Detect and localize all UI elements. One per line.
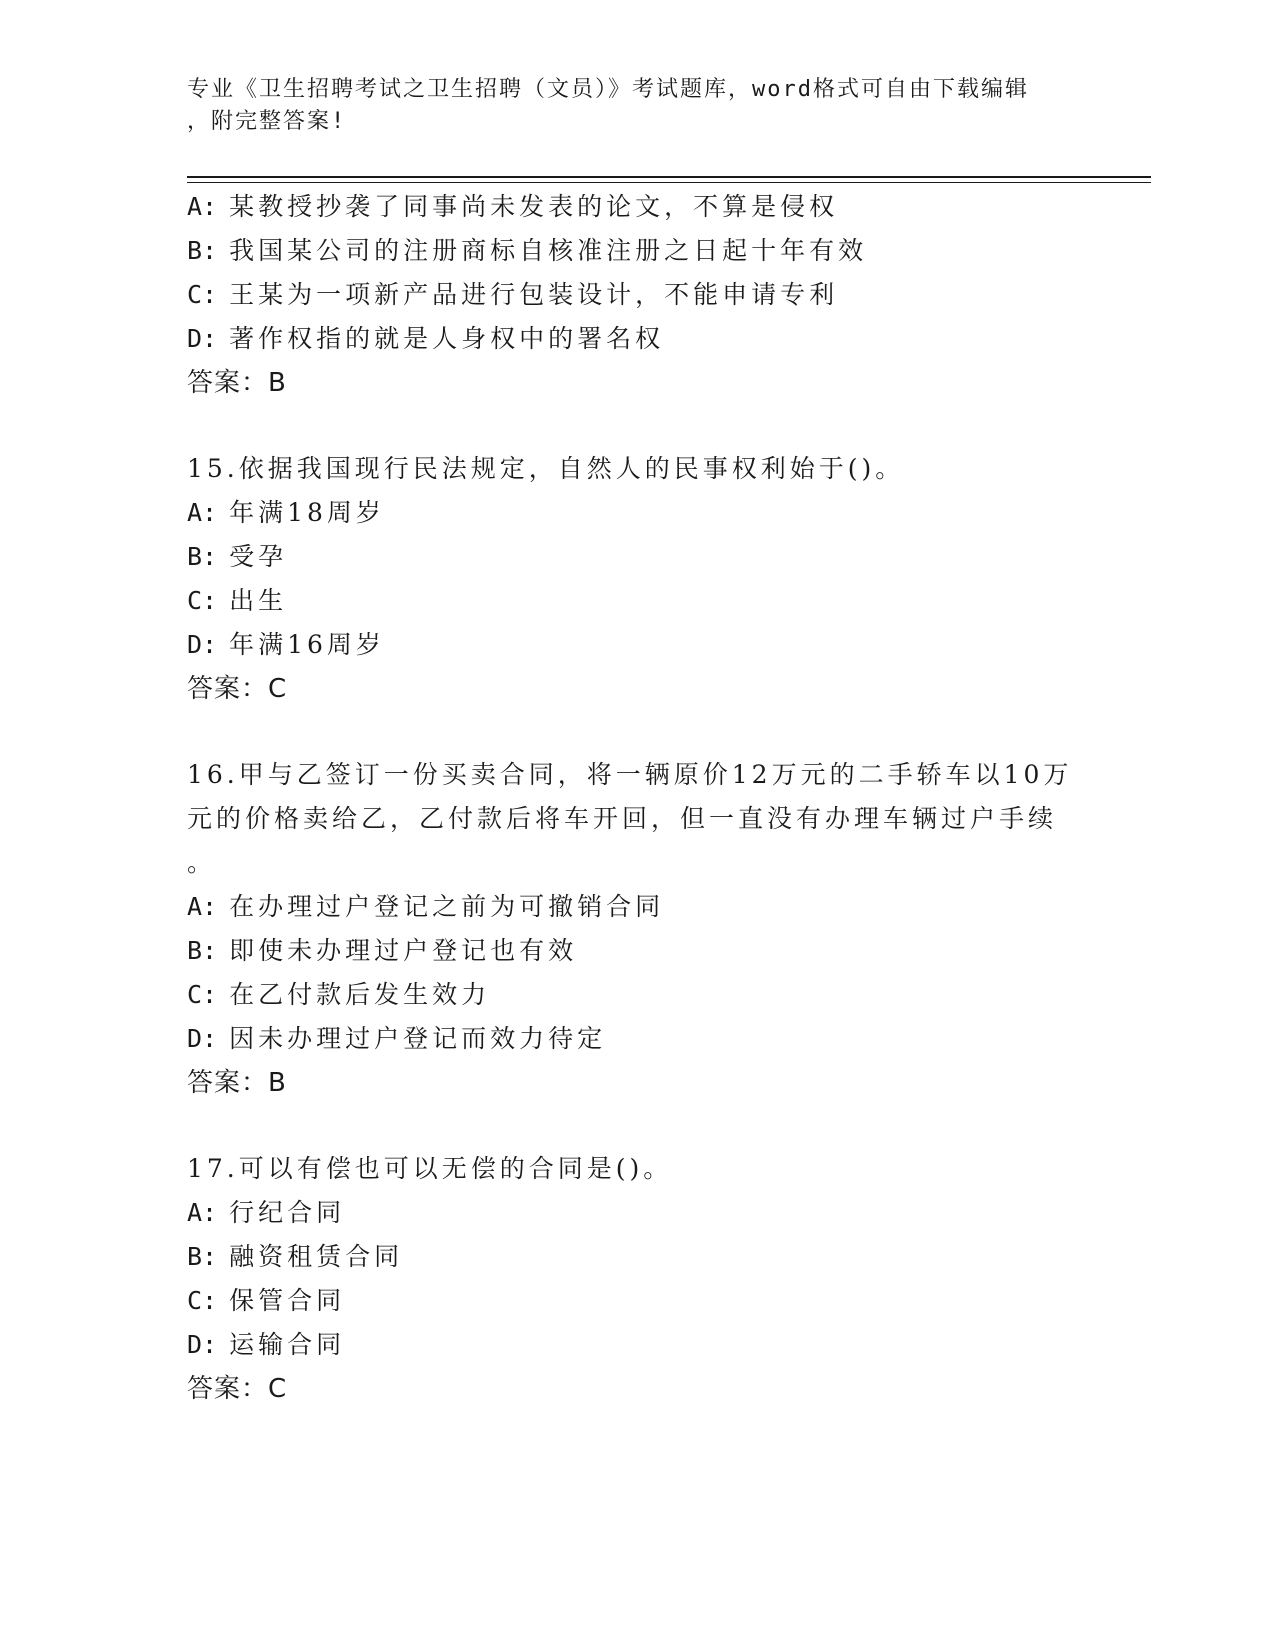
q17-answer: 答案：C [187,1374,288,1404]
q15-option-a: A: 年满18周岁 [187,498,385,527]
q15-option-d: D: 年满16周岁 [187,630,385,659]
q14-option-b: B: 我国某公司的注册商标自核准注册之日起十年有效 [187,236,868,265]
q16-option-c: C: 在乙付款后发生效力 [187,980,491,1009]
q14-answer: 答案：B [187,368,287,398]
q15-option-c: C: 出生 [187,586,288,615]
q16-option-a: A: 在办理过户登记之前为可撤销合同 [187,892,665,921]
q16-option-d: D: 因未办理过户登记而效力待定 [187,1024,607,1053]
q17-option-b: B: 融资租赁合同 [187,1242,404,1271]
q14-option-d: D: 著作权指的就是人身权中的署名权 [187,324,665,353]
q17-stem: 17.可以有偿也可以无偿的合同是()。 [187,1154,673,1183]
q16-option-b: B: 即使未办理过户登记也有效 [187,936,578,965]
q15-option-b: B: 受孕 [187,542,288,571]
q14-option-c: C: 王某为一项新产品进行包装设计，不能申请专利 [187,280,839,309]
q15-stem: 15.依据我国现行民法规定，自然人的民事权利始于()。 [187,454,905,483]
q17-option-c: C: 保管合同 [187,1286,346,1315]
q17-option-d: D: 运输合同 [187,1330,346,1359]
header-rule-thin [187,182,1151,183]
document-header [187,74,1067,138]
q17-option-a: A: 行纪合同 [187,1198,346,1227]
header-rule-thick [187,176,1151,178]
q15-answer: 答案：C [187,674,288,704]
q16-stem-line-1: 16.甲与乙签订一份买卖合同，将一辆原价12万元的二手轿车以10万 [187,760,1073,789]
q16-answer: 答案：B [187,1068,287,1098]
header-line-1: 专业《卫生招聘考试之卫生招聘（文员）》考试题库，word格式可自由下载编辑 [187,77,1029,102]
q16-stem-line-3: 。 [187,848,217,877]
header-line-2: ，附完整答案! [187,109,347,134]
q14-option-a: A: 某教授抄袭了同事尚未发表的论文，不算是侵权 [187,192,839,221]
q16-stem-line-2: 元的价格卖给乙，乙付款后将车开回，但一直没有办理车辆过户手续 [187,804,1058,833]
